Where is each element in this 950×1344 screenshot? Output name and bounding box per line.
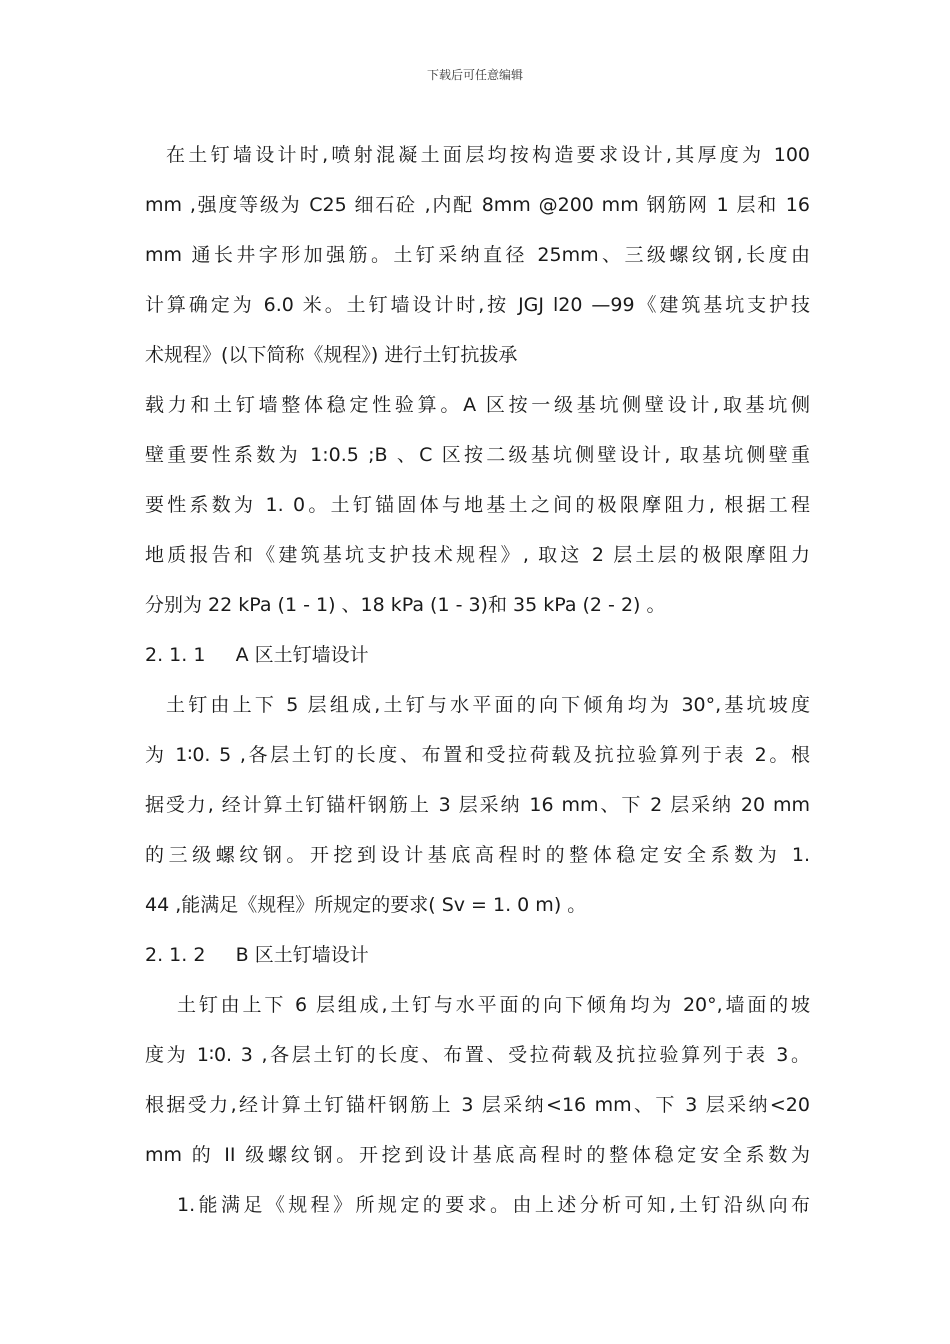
paragraph-line: 土钉由上下 5 层组成,土钉与水平面的向下倾角均为 30°,基坑坡度 [166, 694, 810, 716]
paragraph-line: 计算确定为 6.0 米。土钉墙设计时,按 JGJ l20 —99《建筑基坑支护技 [145, 294, 810, 316]
page-header-note: 下载后可任意编辑 [426, 68, 523, 82]
paragraph-line: 的三级螺纹钢。开挖到设计基底高程时的整体稳定安全系数为 1. [145, 844, 810, 866]
section-heading-2-1-2: 2. 1. 2 B 区土钉墙设计 [145, 944, 369, 966]
paragraph-line: 分别为 22 kPa (1 - 1) 、18 kPa (1 - 3)和 35 kPa (2 - 2) 。 [145, 594, 666, 616]
body-text [145, 130, 810, 1230]
paragraph-line: 1.能满足《规程》所规定的要求。由上述分析可知,土钉沿纵向布 [177, 1194, 810, 1216]
paragraph-line: 要性系数为 1. 0。土钉锚固体与地基土之间的极限摩阻力, 根据工程 [145, 494, 810, 516]
paragraph-line: mm 的 II 级螺纹钢。开挖到设计基底高程时的整体稳定安全系数为 [145, 1144, 810, 1166]
paragraph-line: 载力和土钉墙整体稳定性验算。A 区按一级基坑侧壁设计,取基坑侧 [145, 394, 810, 416]
paragraph-line: 壁重要性系数为 1:0.5 ;B 、C 区按二级基坑侧壁设计, 取基坑侧壁重 [145, 444, 810, 466]
paragraph-line: 44 ,能满足《规程》所规定的要求( Sv = 1. 0 m) 。 [145, 894, 587, 916]
paragraph-line: 根据受力,经计算土钉锚杆钢筋上 3 层采纳<16 mm、下 3 层采纳<20 [145, 1094, 810, 1116]
paragraph-line: 据受力, 经计算土钉锚杆钢筋上 3 层采纳 16 mm、下 2 层采纳 20 mm [145, 794, 810, 816]
section-heading-2-1-1: 2. 1. 1 A 区土钉墙设计 [145, 644, 369, 666]
paragraph-line: 地质报告和《建筑基坑支护技术规程》, 取这 2 层土层的极限摩阻力 [145, 544, 810, 566]
paragraph-line: 在土钉墙设计时,喷射混凝土面层均按构造要求设计,其厚度为 100 [166, 144, 810, 166]
paragraph-line: mm 通长井字形加强筋。土钉采纳直径 25mm、三级螺纹钢,长度由 [145, 244, 810, 266]
paragraph-line: 术规程》(以下简称《规程》) 进行土钉抗拔承 [145, 344, 518, 366]
paragraph-line: 为 1∶0. 5 ,各层土钉的长度、布置和受拉荷载及抗拉验算列于表 2。根 [145, 744, 810, 766]
paragraph-line: mm ,强度等级为 C25 细石砼 ,内配 8mm @200 mm 钢筋网 1 层和 16 [145, 194, 810, 216]
paragraph-line: 土钉由上下 6 层组成,土钉与水平面的向下倾角均为 20°,墙面的坡 [177, 994, 810, 1016]
paragraph-line: 度为 1∶0. 3 ,各层土钉的长度、布置、受拉荷载及抗拉验算列于表 3。 [145, 1044, 810, 1066]
